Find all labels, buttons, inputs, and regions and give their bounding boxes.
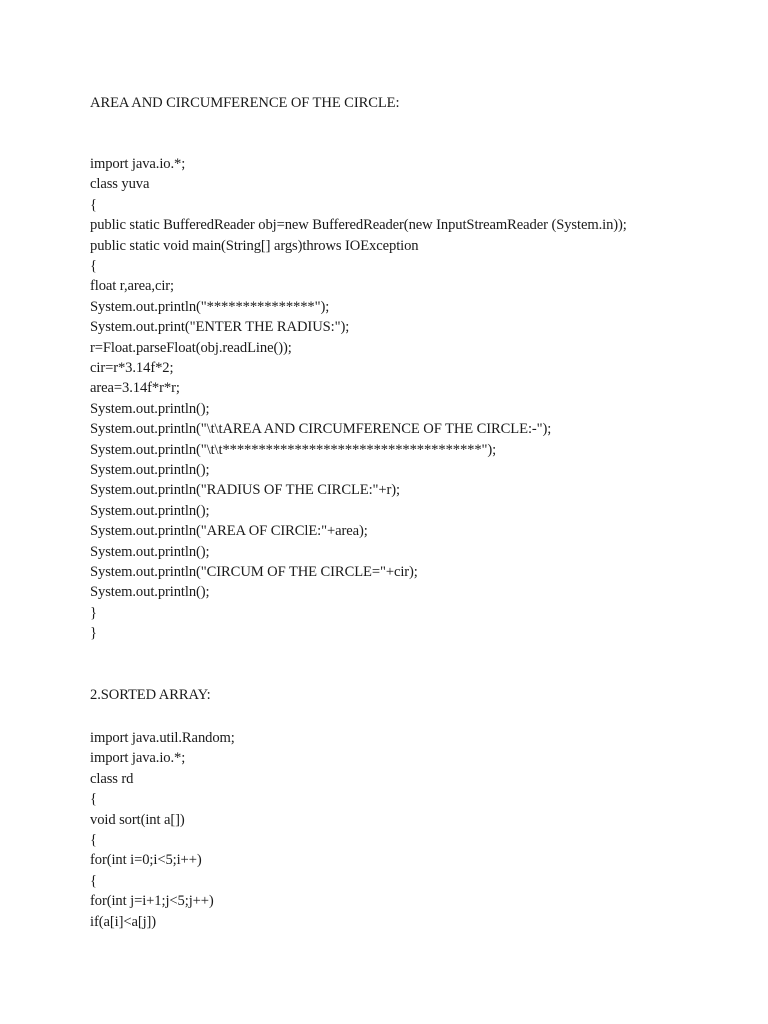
- code-line: float r,area,cir;: [90, 278, 175, 295]
- code-line: {: [90, 832, 97, 848]
- code-line: public static BufferedReader obj=new BufferedReader(new InputStreamReader (System.in));: [90, 217, 627, 234]
- code-line: System.out.println();: [90, 400, 210, 417]
- code-line: import java.io.*;: [90, 750, 186, 767]
- code-line: if(a[i]<a[j]): [90, 913, 157, 930]
- document-page: [90, 0, 750, 1024]
- code-line: System.out.println("\t\tAREA AND CIRCUMFERENCE OF THE CIRCLE:-");: [90, 421, 552, 438]
- code-line: System.out.println();: [90, 502, 210, 519]
- code-line: class yuva: [90, 176, 150, 193]
- code-line: System.out.println("AREA OF CIRClE:"+area);: [90, 523, 368, 540]
- code-line: import java.util.Random;: [90, 730, 235, 746]
- code-line: {: [90, 872, 97, 889]
- code-line: for(int i=0;i<5;i++): [90, 852, 202, 869]
- code-line: System.out.println("CIRCUM OF THE CIRCLE="+cir);: [90, 564, 418, 580]
- code-line: import java.io.*;: [90, 156, 186, 172]
- code-line: System.out.println("***************");: [90, 298, 330, 315]
- code-line: {: [90, 196, 97, 213]
- code-line: cir=r*3.14f*2;: [90, 360, 174, 376]
- code-line: {: [90, 791, 97, 808]
- code-line: System.out.println();: [90, 584, 210, 601]
- code-line: r=Float.parseFloat(obj.readLine());: [90, 339, 292, 356]
- code-line: class rd: [90, 770, 134, 787]
- code-line: }: [90, 625, 97, 642]
- code-line: void sort(int a[]): [90, 811, 185, 828]
- section-heading-sorted-array: 2.SORTED ARRAY:: [90, 687, 211, 703]
- code-line: area=3.14f*r*r;: [90, 380, 180, 397]
- code-line: {: [90, 258, 97, 274]
- code-line: System.out.println();: [90, 543, 210, 560]
- code-line: public static void main(String[] args)throws IOException: [90, 237, 419, 254]
- section-heading-area-circumference: AREA AND CIRCUMFERENCE OF THE CIRCLE:: [90, 95, 400, 111]
- code-line: System.out.print("ENTER THE RADIUS:");: [90, 319, 350, 336]
- code-line: System.out.println("\t\t************************************");: [90, 441, 497, 458]
- code-line: for(int j=i+1;j<5;j++): [90, 893, 214, 910]
- code-line: System.out.println("RADIUS OF THE CIRCLE:"+r);: [90, 482, 400, 499]
- code-line: }: [90, 604, 97, 621]
- code-line: System.out.println();: [90, 462, 210, 478]
